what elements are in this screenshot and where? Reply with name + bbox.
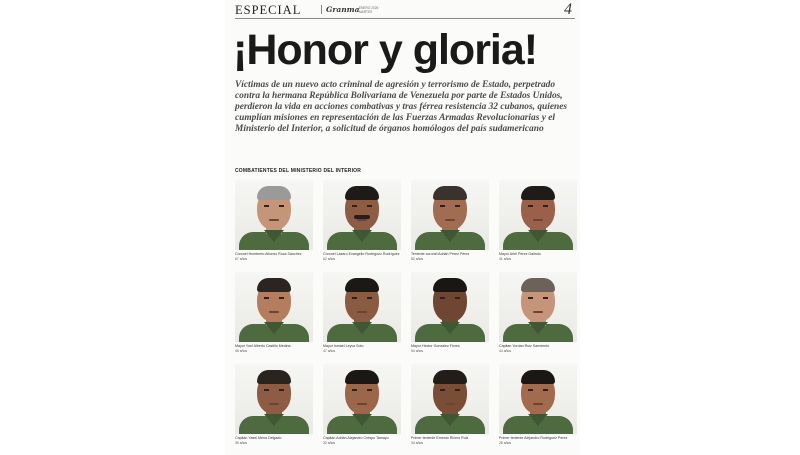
combatant-name: Capitan Yordan Ruiz Sarmiento [499, 344, 550, 348]
combatant-portrait [499, 180, 577, 268]
portrait-hair [433, 370, 467, 384]
portrait-eyes [352, 205, 372, 207]
combatant-name: Mayor Yoel Alberto Castillo Medina [235, 344, 291, 348]
combatant-age: 44 años [499, 349, 512, 353]
portrait-mustache [354, 215, 370, 219]
portrait-hair [345, 370, 379, 384]
combatant-portrait [411, 180, 489, 268]
combatant-portrait [235, 272, 313, 360]
portrait-photo [411, 180, 489, 250]
portrait-photo [411, 364, 489, 434]
portrait-eyes [352, 389, 372, 391]
combatant-portrait [411, 272, 489, 360]
combatant-name: Teniente coronel Adrián Pérez Pérez [411, 252, 470, 256]
portrait-photo [499, 272, 577, 342]
combatant-name: Coronel Humberto Alfonso Roca Sánchez [235, 252, 302, 256]
combatant-name: Capitán Yasel Mena Delgado [235, 436, 282, 440]
portrait-mouth [445, 219, 455, 221]
portrait-mouth [533, 311, 543, 313]
section-label: ESPECIAL [235, 3, 302, 17]
combatant-portrait [499, 272, 577, 360]
portrait-photo [411, 272, 489, 342]
combatant-portrait [411, 364, 489, 452]
portrait-eyes [528, 297, 548, 299]
portrait-mouth [269, 403, 279, 405]
masthead [235, 3, 575, 19]
portrait-eyes [440, 297, 460, 299]
portrait-hair [521, 370, 555, 384]
combatant-age: 34 años [411, 441, 424, 445]
portrait-eyes [528, 205, 548, 207]
headline: ¡Honor y gloria! [233, 26, 538, 74]
portrait-photo [235, 272, 313, 342]
portrait-hair [521, 278, 555, 292]
portrait-hair [257, 186, 291, 200]
combatant-age: 39 años [235, 441, 248, 445]
portrait-photo [499, 180, 577, 250]
portrait-mouth [445, 403, 455, 405]
portrait-hair [345, 278, 379, 292]
combatant-age: 28 años [499, 441, 512, 445]
combatant-name: Mayor Ariel Pérez Galindo [499, 252, 541, 256]
newspaper-page [225, 0, 580, 455]
combatant-portrait [499, 364, 577, 452]
portrait-photo [323, 180, 401, 250]
combatant-name: Primer teniente Ernesto Rivero Ruiz [411, 436, 469, 440]
combatant-name: Mayor Ismael Leyva Soto [323, 344, 364, 348]
portrait-mouth [533, 403, 543, 405]
portrait-photo [323, 364, 401, 434]
portrait-grid [235, 180, 575, 450]
combatant-name: Coronel Lázaro Evangelio Rodríguez Rodríguez [323, 252, 400, 256]
combatant-portrait [235, 180, 313, 268]
page-number: 4 [564, 1, 572, 18]
portrait-eyes [440, 389, 460, 391]
portrait-mouth [445, 311, 455, 313]
portrait-eyes [352, 297, 372, 299]
section-title: COMBATIENTES DEL MINISTERIO DEL INTERIOR [235, 168, 362, 174]
portrait-hair [257, 278, 291, 292]
portrait-eyes [264, 389, 284, 391]
portrait-hair [345, 186, 379, 200]
portrait-mouth [357, 219, 367, 221]
portrait-photo [499, 364, 577, 434]
portrait-eyes [440, 205, 460, 207]
portrait-hair [433, 278, 467, 292]
portrait-eyes [528, 389, 548, 391]
combatant-age: 45 años [235, 349, 248, 353]
portrait-hair [521, 186, 555, 200]
combatant-name: Mayor Hector Gonzalez Flores [411, 344, 460, 348]
portrait-photo [323, 272, 401, 342]
combatant-age: 41 años [499, 257, 512, 261]
combatant-age: 62 años [323, 257, 336, 261]
portrait-mouth [533, 219, 543, 221]
combatant-portrait [323, 272, 401, 360]
combatant-name: Capitán Adrián Alejandro Crespo Tamayo [323, 436, 389, 440]
combatant-age: 47 años [323, 349, 336, 353]
lead-paragraph: Víctimas de un nuevo acto criminal de agresión y terrorismo de Estado, perpetrado contra la hermana República Bolivariana de Venezuela por parte de Estados Unidos, perdieron la vida en acciones combativas y tras férrea resistencia 32 cubanos, quienes cumplían misiones en representación de las Fuerzas Armadas Revolucionarias y el Ministerio del Interior, a solicitud de órganos homólogos del país sudamericano [235, 80, 568, 134]
date-line: ENERO 2026 · MARTES [359, 6, 381, 14]
combatant-age: 32 años [323, 441, 336, 445]
newspaper-brand: Granma [321, 5, 359, 14]
portrait-hair [257, 370, 291, 384]
combatant-portrait [235, 364, 313, 452]
portrait-photo [235, 180, 313, 250]
portrait-hair [433, 186, 467, 200]
portrait-mouth [269, 311, 279, 313]
portrait-photo [235, 364, 313, 434]
combatant-name: Primer teniente Alejandro Rodríguez Pérez [499, 436, 568, 440]
combatant-portrait [323, 364, 401, 452]
portrait-eyes [264, 297, 284, 299]
combatant-age: 67 años [235, 257, 248, 261]
combatant-age: 54 años [411, 349, 424, 353]
portrait-mouth [357, 311, 367, 313]
portrait-mouth [269, 219, 279, 221]
combatant-age: 52 años [411, 257, 424, 261]
portrait-mouth [357, 403, 367, 405]
combatant-portrait [323, 180, 401, 268]
portrait-eyes [264, 205, 284, 207]
